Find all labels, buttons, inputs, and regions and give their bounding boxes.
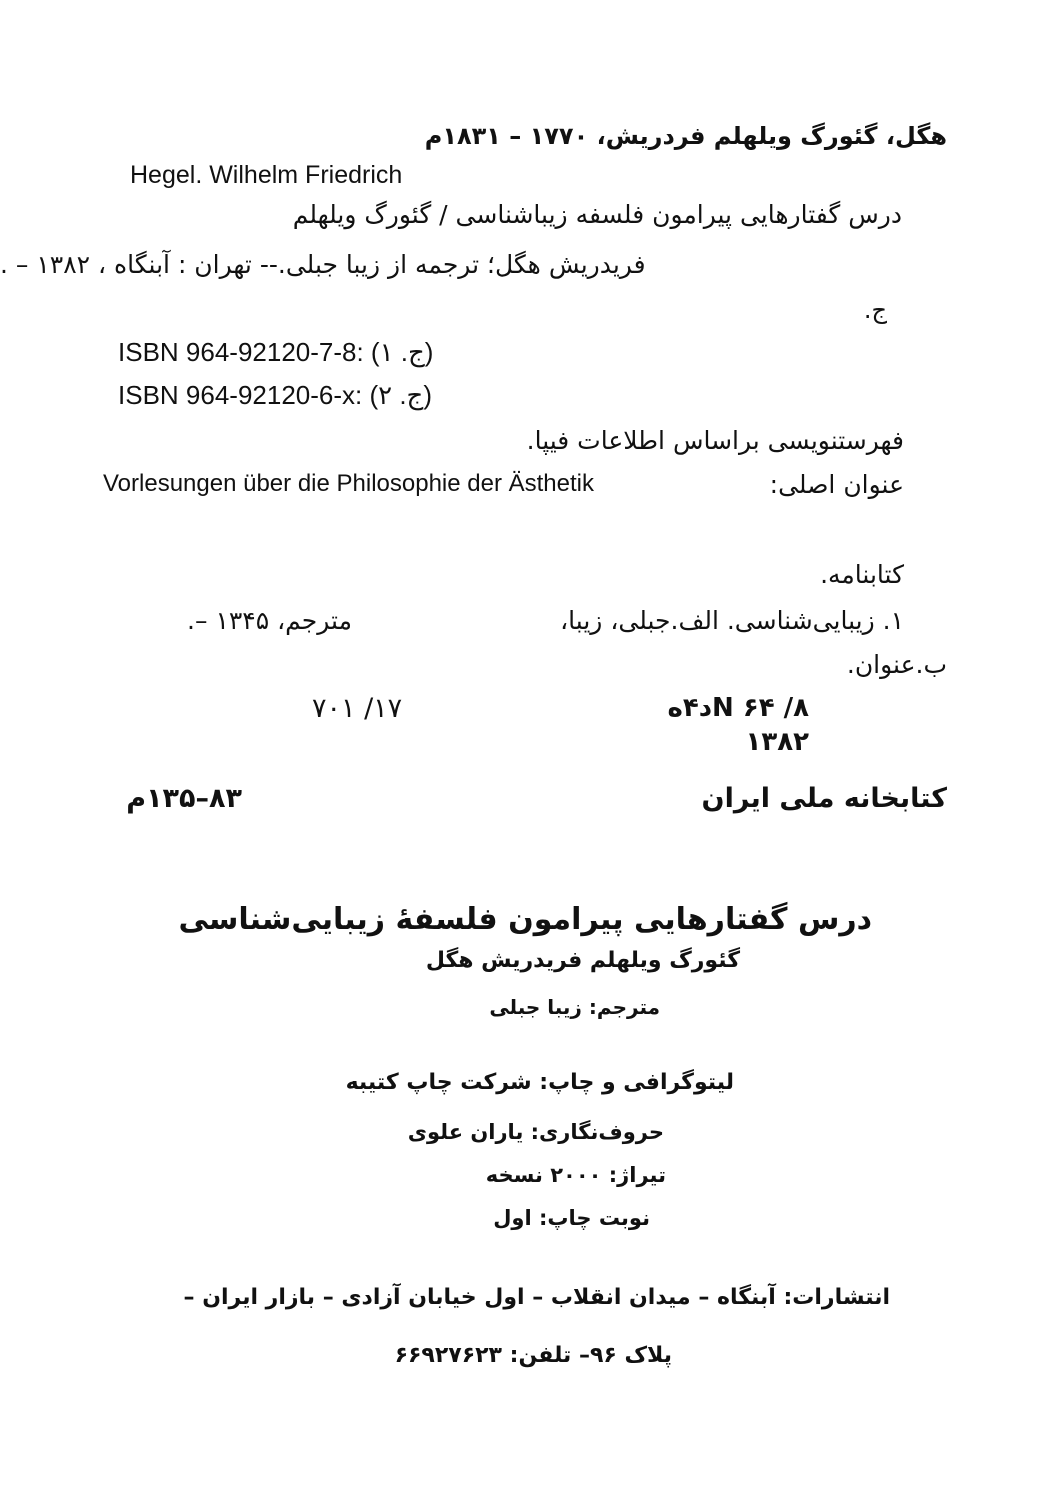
lc-classification-year: ۱۳۸۲: [745, 727, 809, 757]
author-heading-en: Hegel. Wilhelm Friedrich: [130, 161, 403, 189]
title-statement-line-2: فریدریش هگل؛ ترجمه از زیبا جبلی.-- تهران : آبنگاه ، ۱۳۸۲ – .: [0, 250, 646, 279]
colophon-author: گئورگ ویلهلم فریدریش هگل: [425, 948, 740, 973]
lc-classification: N ۶۴ /۸د۴ه: [667, 693, 809, 723]
fipa-note: فهرستنویسی براساس اطلاعات فیپا.: [526, 426, 904, 455]
colophon-typesetting: حروف‌نگاری: یاران علوی: [407, 1120, 664, 1144]
dewey-classification: ۷۰۱ /۱۷: [312, 693, 403, 724]
colophon-translator: مترجم: زیبا جبلی: [489, 995, 660, 1019]
title-entry: ب.عنوان.: [846, 650, 947, 679]
colophon-printing: لیتوگرافی و چاپ: شرکت چاپ کتیبه: [345, 1070, 734, 1095]
national-library-number: ۸۳–۱۳۵م: [126, 783, 242, 814]
isbn-volume-1: ISBN 964-92120-7-8: (ج. ۱): [118, 337, 434, 367]
original-title-label: عنوان اصلی:: [769, 470, 904, 499]
national-library: کتابخانه ملی ایران: [701, 783, 947, 814]
isbn-volume-2: ISBN 964-92120-6-x: (ج. ۲): [118, 380, 433, 410]
colophon-title: درس گفتارهایی پیرامون فلسفهٔ زیبایی‌شناسی: [178, 902, 872, 937]
author-heading-fa: هگل، گئورگ ویلهلم فردریش، ۱۷۷۰ – ۱۸۳۱م: [424, 122, 947, 150]
colophon-circulation: تیراژ: ۲۰۰۰ نسخه: [485, 1163, 666, 1187]
title-statement-line-1: درس گفتارهایی پیرامون فلسفه زیباشناسی / گئورگ ویلهلم: [292, 200, 902, 229]
volumes-note: ج.: [863, 296, 887, 324]
subject-entry: ۱. زیبایی‌شناسی. الف.جبلی، زیبا،: [560, 606, 904, 635]
publisher-address: انتشارات: آبنگاه – میدان انقلاب – اول خیابان آزادی – بازار ایران –: [183, 1285, 890, 1310]
translator-entry: مترجم، ۱۳۴۵ –.: [187, 606, 352, 635]
publisher-phone: پلاک ۹۶– تلفن: ۶۶۹۲۷۶۲۳: [394, 1343, 672, 1368]
bibliography-note: کتابنامه.: [820, 560, 904, 589]
original-title: Vorlesungen über die Philosophie der Ästhetik: [103, 470, 594, 497]
colophon-edition: نوبت چاپ: اول: [493, 1206, 650, 1230]
